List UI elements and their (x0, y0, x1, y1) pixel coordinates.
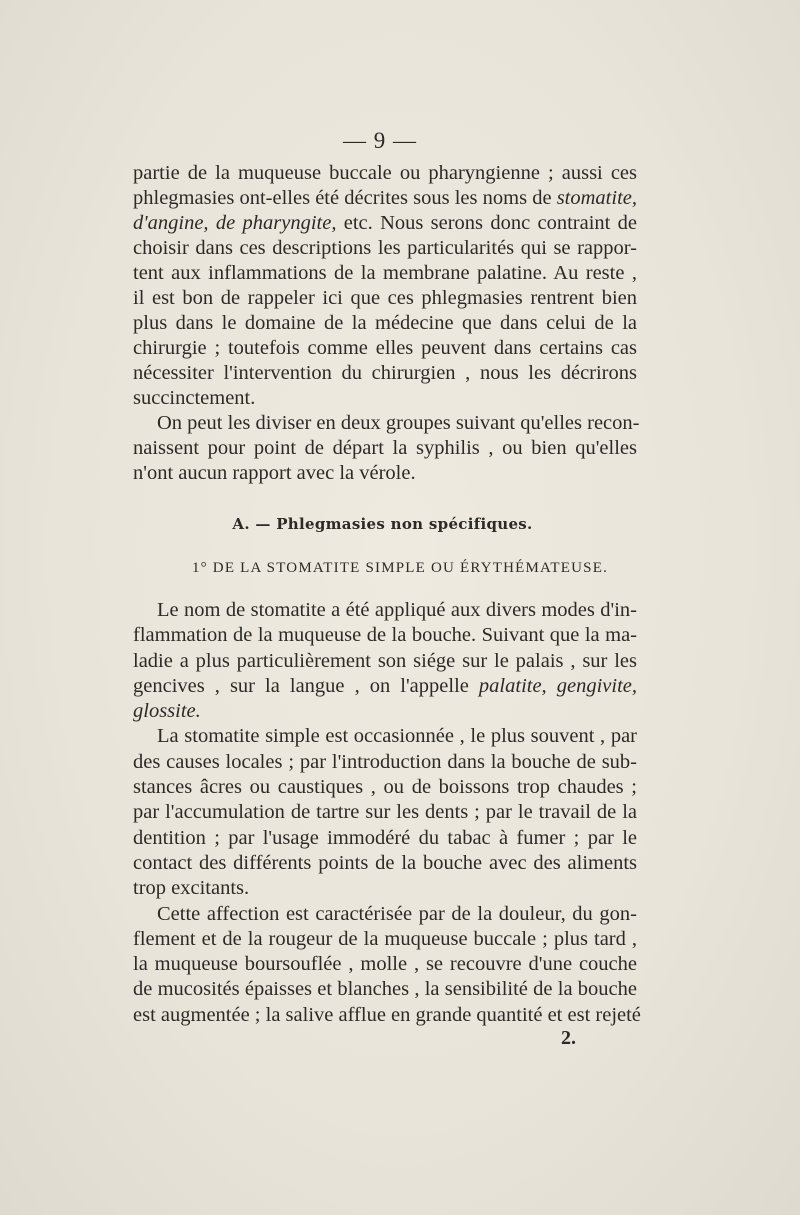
text-line: de mucosités épaisses et blanches , la sensibilité de la bouche (133, 978, 637, 1001)
text-line: la muqueuse boursouflée , molle , se recouvre d'une couche (133, 953, 637, 976)
text-line: n'ont aucun rapport avec la vérole. (133, 462, 416, 484)
paragraph-1 (133, 161, 637, 411)
text-line: nécessiter l'intervention du chirurgien , nous les décrirons (133, 362, 637, 384)
text-line: chirurgie ; toutefois comme elles peuvent dans certains cas (133, 337, 637, 359)
text-block-top (133, 161, 640, 486)
paragraph-3 (133, 598, 637, 724)
section-heading-a: A. — Phlegmasies non spécifiques. (232, 515, 533, 533)
text-line: glossite. (133, 700, 201, 723)
text-line: plus dans le domaine de la médecine que dans celui de la (133, 312, 637, 334)
text-line: partie de la muqueuse buccale ou pharyngienne ; aussi ces (133, 162, 637, 184)
text-line: La stomatite simple est occasionnée , le plus souvent , par (157, 725, 637, 748)
text-line: dentition ; par l'usage immodéré du tabac à fumer ; par le (133, 826, 637, 849)
paragraph-2 (133, 411, 640, 486)
text-line: d'angine, de pharyngite, etc. Nous serons donc contraint de (133, 212, 637, 234)
paragraph-5 (133, 902, 641, 1028)
text-line: succinctement. (133, 387, 256, 409)
text-block-bottom (133, 598, 641, 1028)
paragraph-4 (133, 724, 637, 901)
text-line: tent aux inflammations de la membrane palatine. Au reste , (133, 262, 637, 284)
text-line: naissent pour point de départ la syphilis , ou bien qu'elles (133, 437, 637, 459)
text-line: stances âcres ou caustiques , ou de boissons trop chaudes ; (133, 776, 637, 799)
text-line: flammation de la muqueuse de la bouche. Suivant que la ma- (133, 624, 637, 647)
text-line: flement et de la rougeur de la muqueuse buccale ; plus tard , (133, 927, 637, 950)
text-line: il est bon de rappeler ici que ces phlegmasies rentrent bien (133, 287, 637, 309)
text-line: gencives , sur la langue , on l'appelle palatite, gengivite, (133, 674, 637, 697)
text-line: Le nom de stomatite a été appliqué aux divers modes d'in- (157, 599, 637, 621)
signature-mark: 2. (561, 1027, 576, 1049)
text-line: Cette affection est caractérisée par de la douleur, du gon- (157, 902, 637, 925)
text-line: ladie a plus particulièrement son siége sur le palais , sur les (133, 649, 637, 672)
text-line: choisir dans ces descriptions les particularités qui se rappor- (133, 237, 637, 259)
text-line: phlegmasies ont-elles été décrites sous les noms de stomatite, (133, 187, 637, 209)
text-line: contact des différents points de la bouche avec des aliments (133, 851, 637, 874)
text-line: des causes locales ; par l'introduction dans la bouche de sub- (133, 750, 637, 773)
page-number: — 9 — (343, 128, 417, 153)
text-line: par l'accumulation de tartre sur les dents ; par le travail de la (133, 801, 637, 824)
section-heading-1: 1° DE LA STOMATITE SIMPLE OU ÉRYTHÉMATEUSE. (191, 560, 609, 576)
text-line: trop excitants. (133, 877, 250, 900)
text-line: est augmentée ; la salive afflue en grande quantité et est rejeté (133, 1003, 641, 1026)
text-line: On peut les diviser en deux groupes suivant qu'elles recon- (157, 412, 640, 434)
